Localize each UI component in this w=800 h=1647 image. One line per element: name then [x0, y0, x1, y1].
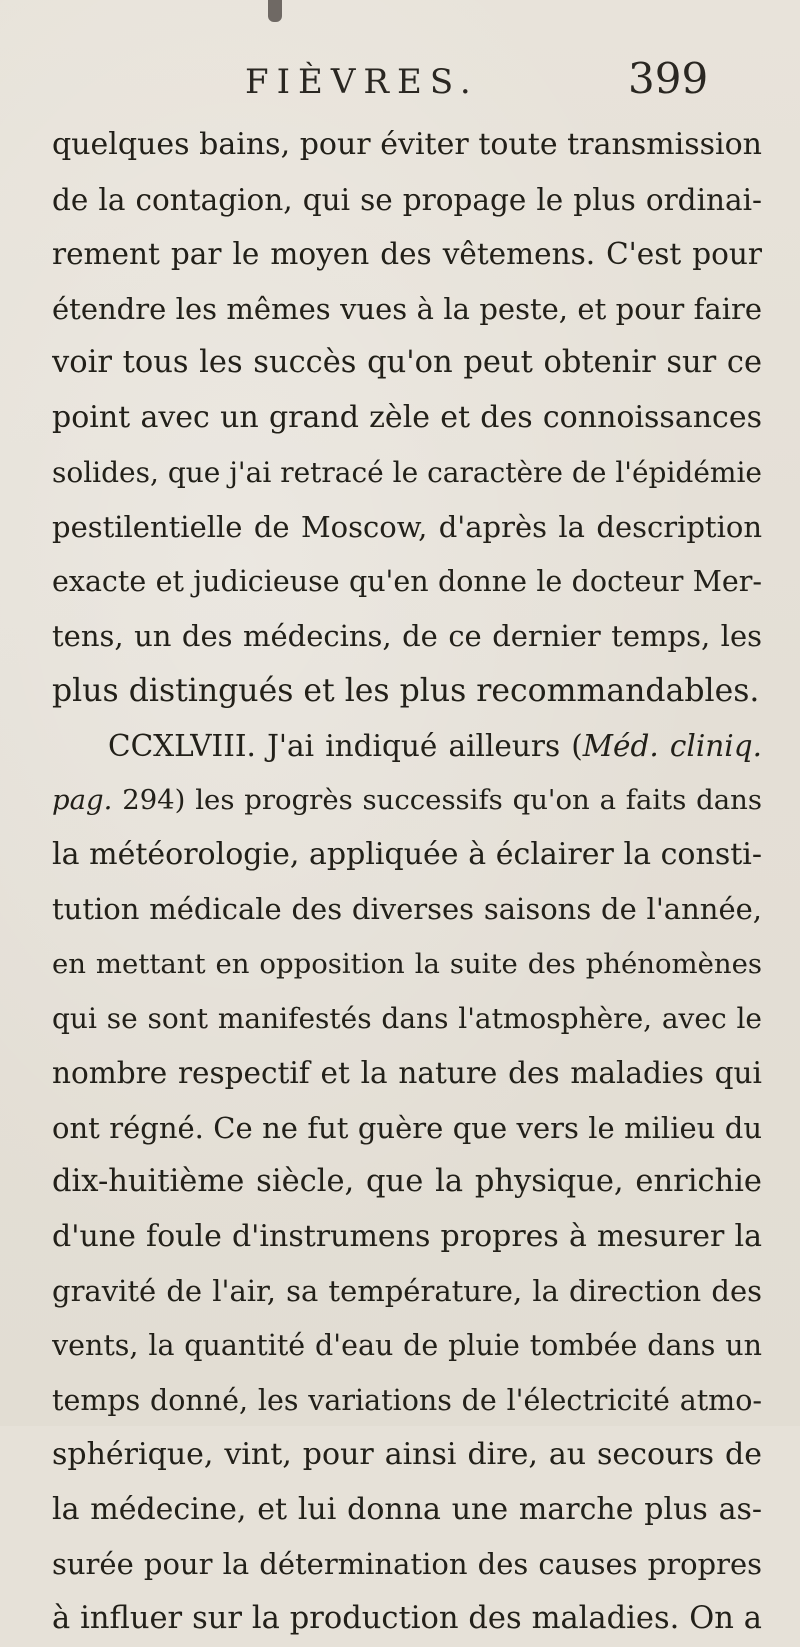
text-line: pestilentielle de Moscow, d'après la description [52, 510, 762, 545]
citation-italic: Méd. cliniq. [582, 728, 762, 763]
text-line: tution médicale des diverses saisons de l'année, [52, 892, 762, 927]
text-line: surée pour la détermination des causes propres [52, 1547, 762, 1582]
text-line: de la contagion, qui se propage le plus ordinai- [52, 182, 762, 217]
text-line: solides, que j'ai retracé le caractère de l'épidémie [52, 455, 762, 489]
text-line: qui se sont manifestés dans l'atmosphère, avec le [52, 1001, 762, 1035]
text-line: voir tous les succès qu'on peut obtenir sur ce [52, 345, 762, 381]
text-line: sphérique, vint, pour ainsi dire, au secours de [52, 1437, 762, 1473]
top-mark [268, 0, 282, 22]
text-line: point avec un grand zèle et des connoissances [52, 399, 762, 435]
text-line: en mettant en opposition la suite des phénomènes [52, 947, 762, 980]
text-line: étendre les mêmes vues à la peste, et pour faire [52, 291, 762, 326]
text-line: exacte et judicieuse qu'en donne le docteur Mer- [52, 564, 762, 598]
paragraph-start-line [52, 719, 762, 774]
text-line: temps donné, les variations de l'électricité atmo- [52, 1383, 762, 1417]
paragraph-number-text: CCXLVIII. J'ai indiqué ailleurs ( [108, 728, 583, 763]
text-line: gravité de l'air, sa température, la direction des [52, 1274, 762, 1309]
text-line: tens, un des médecins, de ce dernier temps, les [52, 619, 762, 654]
text-line-rest: 294) les progrès successifs qu'on a faits dans [112, 784, 762, 817]
text-line: la météorologie, appliquée à éclairer la consti- [52, 836, 762, 872]
page-header [0, 54, 800, 112]
citation-page-italic: pag. [52, 784, 113, 817]
text-line [52, 773, 762, 828]
running-title: FIÈVRES. [245, 62, 479, 102]
page-number: 399 [628, 54, 709, 103]
text-line: vents, la quantité d'eau de pluie tombée dans un [52, 1329, 762, 1363]
text-line: plus distingués et les plus recommandables. [52, 672, 760, 709]
text-line: nombre respectif et la nature des maladies qui [52, 1056, 762, 1091]
text-line: rement par le moyen des vêtemens. C'est pour [52, 237, 762, 272]
text-line: d'une foule d'instrumens propres à mesurer la [52, 1218, 762, 1254]
text-line: quelques bains, pour éviter toute transmission [52, 127, 762, 162]
text-line: dix-huitième siècle, que la physique, enrichie [52, 1164, 762, 1200]
text-line: la médecine, et lui donna une marche plus as- [52, 1491, 762, 1527]
text-line: à influer sur la production des maladies. On a [52, 1601, 762, 1637]
text-line: ont régné. Ce ne fut guère que vers le milieu du [52, 1110, 762, 1145]
body-text [52, 118, 762, 1647]
